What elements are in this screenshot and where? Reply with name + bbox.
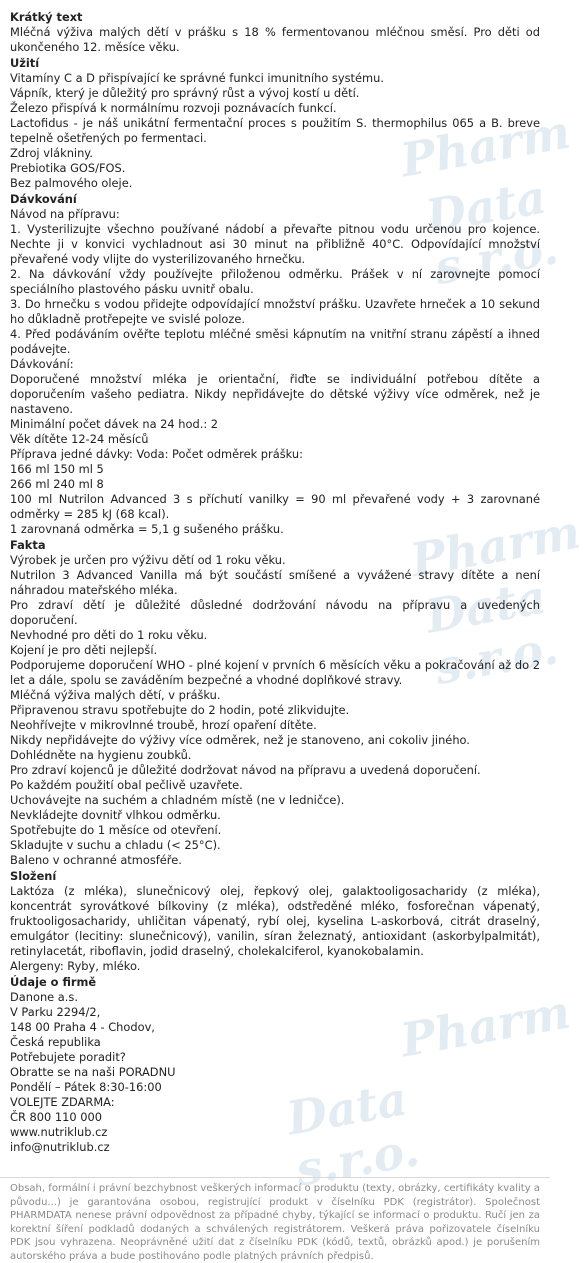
usage-line: Bez palmového oleje. [10,176,133,190]
facts-line: Neohřívejte v mikrovlnné troubě, hrozí opaření dítěte. [10,718,317,732]
facts-line: Připravenou stravu spotřebujte do 2 hodin, poté zlikvidujte. [10,703,350,717]
section-heading-slozeni: Složení [10,869,57,883]
facts-line: Skladujte v suchu a chladu (< 25°C). [10,838,221,852]
allergens-text: Alergeny: Ryby, mléko. [10,959,141,973]
ingredients-text: Laktóza (z mléka), slunečnicový olej, řepkový olej, galaktooligosacharidy (z mléka), koncentrát syrovátkové bílkoviny (z mléka), odstředěné mléko, fosforečnan vápenatý, fruktooligosacharidy, uhličitan vápenatý, rybí olej, kyselina L-askorbová, citrát draselný, emulgátor (lecitiny: slunečnicový), vanilin, síran železnatý, antioxidant (askorbylpalmitát), retinylacetát, riboflavin, jodid draselný, cholekalciferol, kyanokobalamin. [10,884,540,958]
dosage-line: 1 zarovnaná odměrka = 5,1 g sušeného prášku. [10,522,284,536]
company-line: Obratte se na naši PORADNU [10,1065,176,1079]
section-heading-uziti: Užití [10,56,40,70]
dosage-line: 1. Vysterilizujte všechno používané nádobí a převařte pitnou vodu určenou pro kojence. Nechte ji v konvici vychladnout asi 30 minut na přibližně 40°C. Odpovídající množství převařené vody vlijte do vysterilizovaného hrnečku. [10,222,540,266]
facts-line: Pro zdraví dětí je důležité důsledné dodržování návodu na přípravu a uvedených doporučení. [10,598,540,627]
facts-line: Podporujeme doporučení WHO - plné kojení v prvních 6 měsících věku a pokračování až do 2 let a dále, spolu se zaváděním bezpečné a vhodné doplňkové stravy. [10,658,540,687]
legal-disclaimer: Obsah, formální i právní bezchybnost veškerých informací o produktu (texty, obrázky, certifikáty kvality a původu...) je garantována osobou, registrující produkt v číselníku PDK (registrátor). Společnost PHARMDATA nenese právní odpovědnost za případné chyby, týkající se informací o produktu. Ručí jen za korektní šíření podkladů dodaných a schválených registrátorem. Veškerá práva pořizovatele číselníku PDK jsou vyhrazena. Neoprávněné užití dat z číselníku PDK (kódů, textů, obrázků apod.) je porušením autorského práva a bude postihováno podle platných právních předpisů. [0,1177,550,1263]
dosage-line: Dávkování: [10,357,74,371]
usage-line: Vápník, který je důležitý pro správný růst a vývoj kostí u dětí. [10,86,360,100]
section-heading-kratky-text: Krátký text [10,10,83,24]
section-heading-fakta: Fakta [10,538,46,552]
company-line: V Parku 2294/2, [10,1005,101,1019]
facts-line: Kojení je pro děti nejlepší. [10,643,158,657]
dosage-line: Návod na přípravu: [10,207,120,221]
usage-line: Vitamíny C a D přispívající ke správné funkci imunitního systému. [10,71,384,85]
facts-line: Nutrilon 3 Advanced Vanilla má být součástí smíšené a vyvážené stravy dítěte a není náhradou mateřského mléka. [10,568,540,597]
facts-line: Nikdy nepřidávejte do výživy více odměrek, než je stanoveno, ani cokoliv jiného. [10,733,470,747]
facts-line: Pro zdraví kojenců je důležité dodržovat návod na přípravu a uvedená doporučení. [10,763,481,777]
facts-line: Spotřebujte do 1 měsíce od otevření. [10,823,222,837]
dosage-line: 3. Do hrnečku s vodou přidejte odpovídající množství prášku. Uzavřete hrneček a 10 sekund ho důkladně protřepejte ve svislé poloze. [10,297,540,326]
product-info [10,9,540,1155]
usage-line: Prebiotika GOS/FOS. [10,161,126,175]
dosage-line: 100 ml Nutrilon Advanced 3 s příchutí vanilky = 90 ml převařené vody + 3 zarovnané odměrky = 285 kJ (68 kcal). [10,492,540,521]
dosage-line: Minimální počet dávek na 24 hod.: 2 [10,417,219,431]
watermark-pharm: Pharm [396,104,575,188]
company-line: Potřebujete poradit? [10,1050,126,1064]
dosage-line: 266 ml 240 ml 8 [10,477,104,491]
company-phone: ČR 800 110 000 [10,1110,102,1124]
watermark-data: Data s.r.o. [421,569,563,695]
company-line: VOLEJTE ZDARMA: [10,1095,115,1109]
facts-line: Uchovávejte na suchém a chladném místě (ne v ledničce). [10,793,345,807]
short-text: Mléčná výživa malých dětí v prášku s 18 % fermentovanou mléčnou směsí. Pro děti od ukončeného 12. měsíce věku. [10,25,540,54]
dosage-line: 4. Před podáváním ověřte teplotu mléčné směsi kápnutím na vnitřní stranu zápěstí a ihned podávejte. [10,327,540,356]
dosage-line: Příprava jedné dávky: Voda: Počet odměrek prášku: [10,447,303,461]
watermark-data: Data s.r.o. [421,169,563,295]
facts-line: Výrobek je určen pro výživu dětí od 1 roku věku. [10,553,286,567]
company-line: 148 00 Praha 4 - Chodov, [10,1020,155,1034]
company-line: Pondělí – Pátek 8:30-16:00 [10,1080,162,1094]
facts-line: Nevhodné pro děti do 1 roku věku. [10,628,208,642]
company-website: www.nutriklub.cz [10,1125,108,1139]
dosage-line: 166 ml 150 ml 5 [10,462,104,476]
company-line: Danone a.s. [10,990,78,1004]
dosage-line: Doporučené množství mléka je orientační, řiďte se individuální potřebou dítěte a doporučením vašeho pediatra. Nikdy nepřidávejte do dětské výživy více odměrek, než je nastaveno. [10,372,540,416]
company-email: info@nutriklub.cz [10,1140,110,1154]
usage-line: Lactofidus - je náš unikátní fermentační proces s použitím S. thermophilus 065 a B. breve tepelně ošetřených po fermentaci. [10,116,540,145]
facts-line: Nevkládejte dovnitř vlhkou odměrku. [10,808,221,822]
facts-line: Mléčná výživa malých dětí, v prášku. [10,688,221,702]
usage-line: Zdroj vlákniny. [10,146,94,160]
facts-line: Dohlédněte na hygienu zoubků. [10,748,192,762]
watermark-data: Data s.r.o. [282,1071,424,1197]
dosage-line: 2. Na dávkování vždy používejte přiloženou odměrku. Prášek v ní zarovnejte pomocí speciálního plastového pásku uvnitř obalu. [10,267,540,296]
section-heading-firma: Údaje o firmě [10,975,97,989]
dosage-line: Věk dítěte 12-24 měsíců [10,432,149,446]
facts-line: Po každém použití obal pečlivě uzavřete. [10,778,243,792]
watermark-pharm: Pharm [406,504,584,588]
company-line: Česká republika [10,1035,101,1049]
usage-line: Železo přispívá k normálnímu rozvoji poznávacích funkcí. [10,101,337,115]
section-heading-davkovani: Dávkování [10,192,77,206]
watermark-pharm: Pharm [396,984,575,1068]
facts-line: Baleno v ochranné atmosféře. [10,853,182,867]
